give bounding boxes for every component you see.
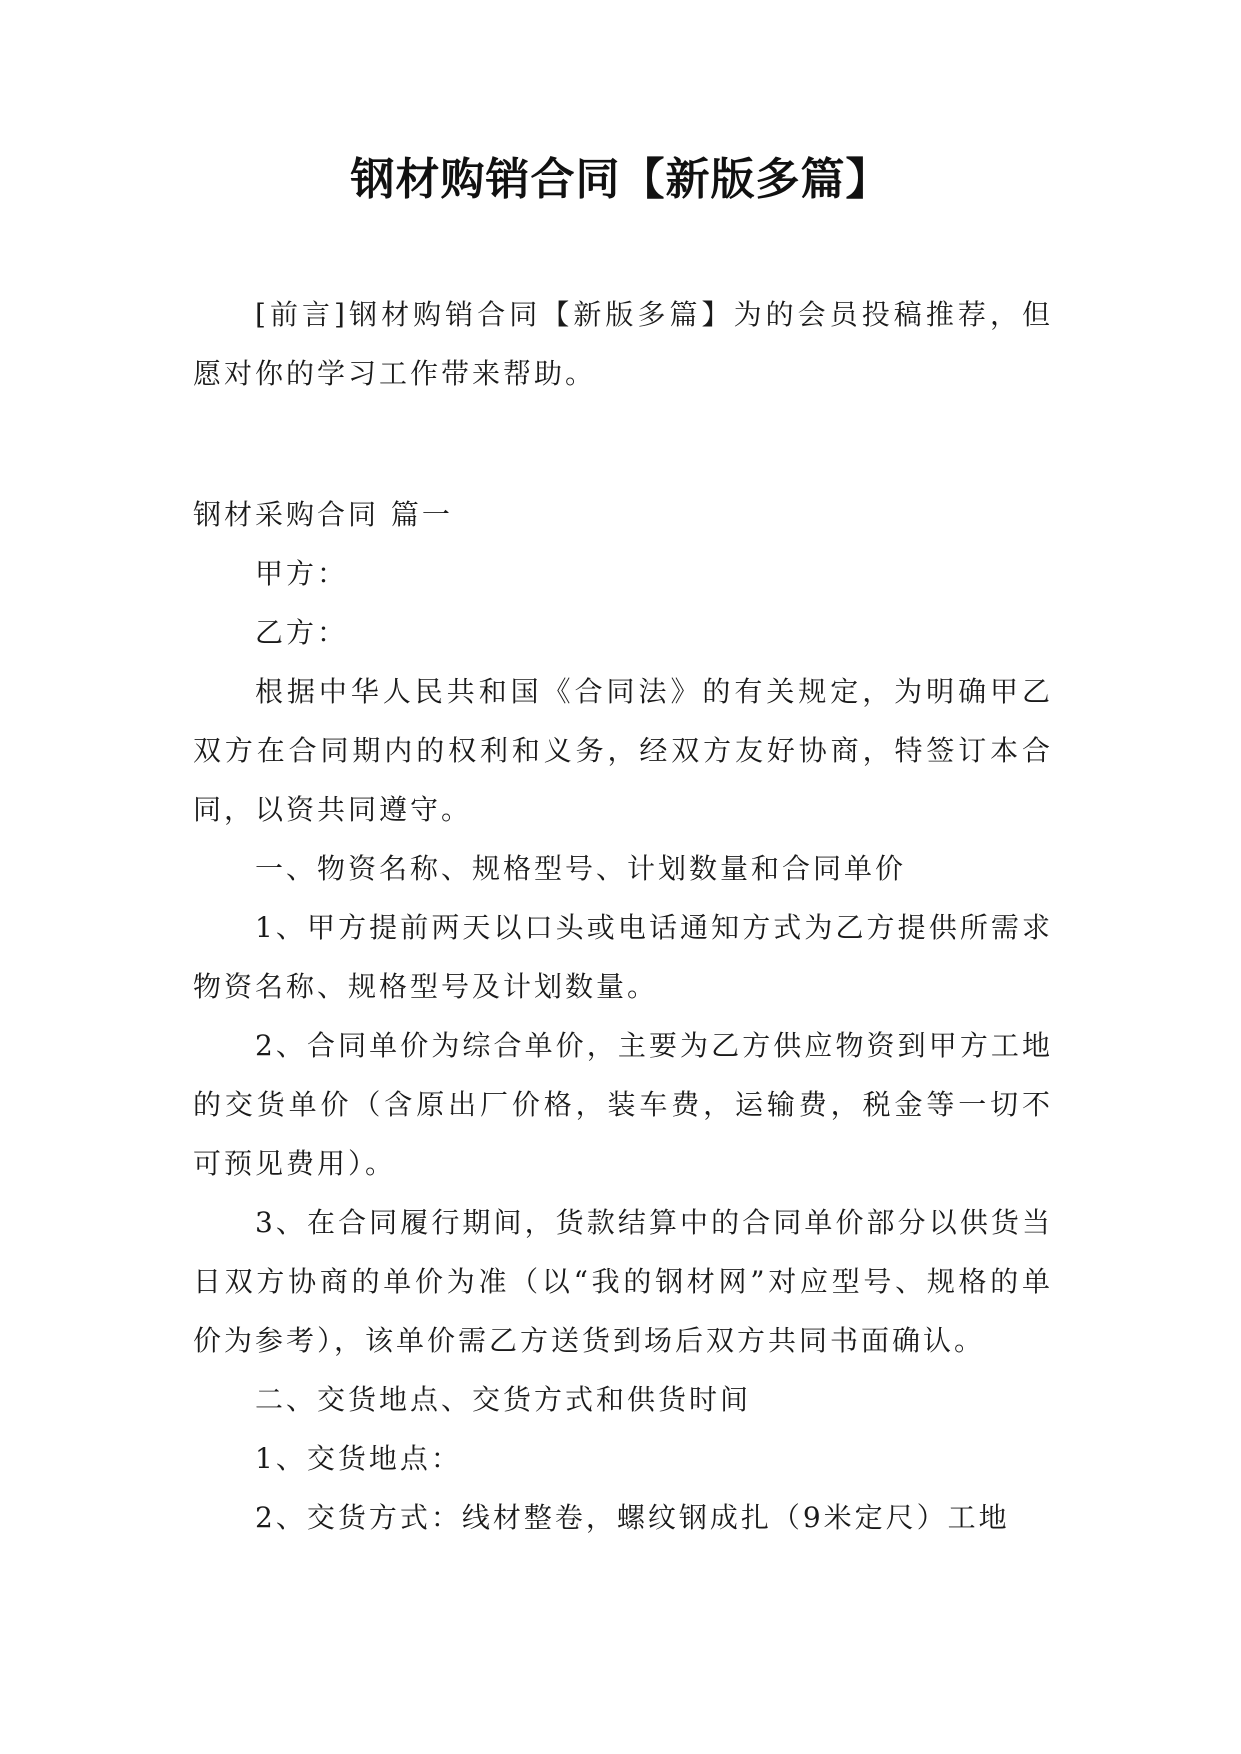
clause-1-item-2: 2、合同单价为综合单价，主要为乙方供应物资到甲方工地的交货单价（含原出厂价格，装车费，运输费，税金等一切不可预见费用）。 bbox=[193, 1029, 1053, 1180]
document-title: 钢材购销合同【新版多篇】 bbox=[350, 154, 891, 205]
section-heading: 钢材采购合同 篇一 bbox=[193, 498, 453, 531]
clause-2-item-2: 2、交货方式：线材整卷，螺纹钢成扎（9米定尺）工地 bbox=[255, 1501, 1010, 1534]
party-a-line: 甲方： bbox=[255, 557, 349, 590]
paragraph-gap bbox=[193, 403, 1053, 485]
clause-2-item-1: 1、交货地点： bbox=[255, 1442, 462, 1475]
clause-2-heading: 二、交货地点、交货方式和供货时间 bbox=[255, 1383, 752, 1416]
clause-1-item-1: 1、甲方提前两天以口头或电话通知方式为乙方提供所需求物资名称、规格型号及计划数量。 bbox=[193, 911, 1053, 1003]
clause-1-heading: 一、物资名称、规格型号、计划数量和合同单价 bbox=[255, 852, 907, 885]
clause-1-item-3: 3、在合同履行期间，货款结算中的合同单价部分以供货当日双方协商的单价为准（以“我的钢材网”对应型号、规格的单价为参考），该单价需乙方送货到场后双方共同书面确认。 bbox=[193, 1206, 1053, 1357]
intro-paragraph: 根据中华人民共和国《合同法》的有关规定，为明确甲乙双方在合同期内的权利和义务，经双方友好协商，特签订本合同，以资共同遵守。 bbox=[193, 675, 1053, 826]
document-body bbox=[193, 285, 1053, 1547]
preface-paragraph: [前言]钢材购销合同【新版多篇】为的会员投稿推荐，但愿对你的学习工作带来帮助。 bbox=[193, 298, 1053, 390]
party-b-line: 乙方： bbox=[255, 616, 349, 649]
